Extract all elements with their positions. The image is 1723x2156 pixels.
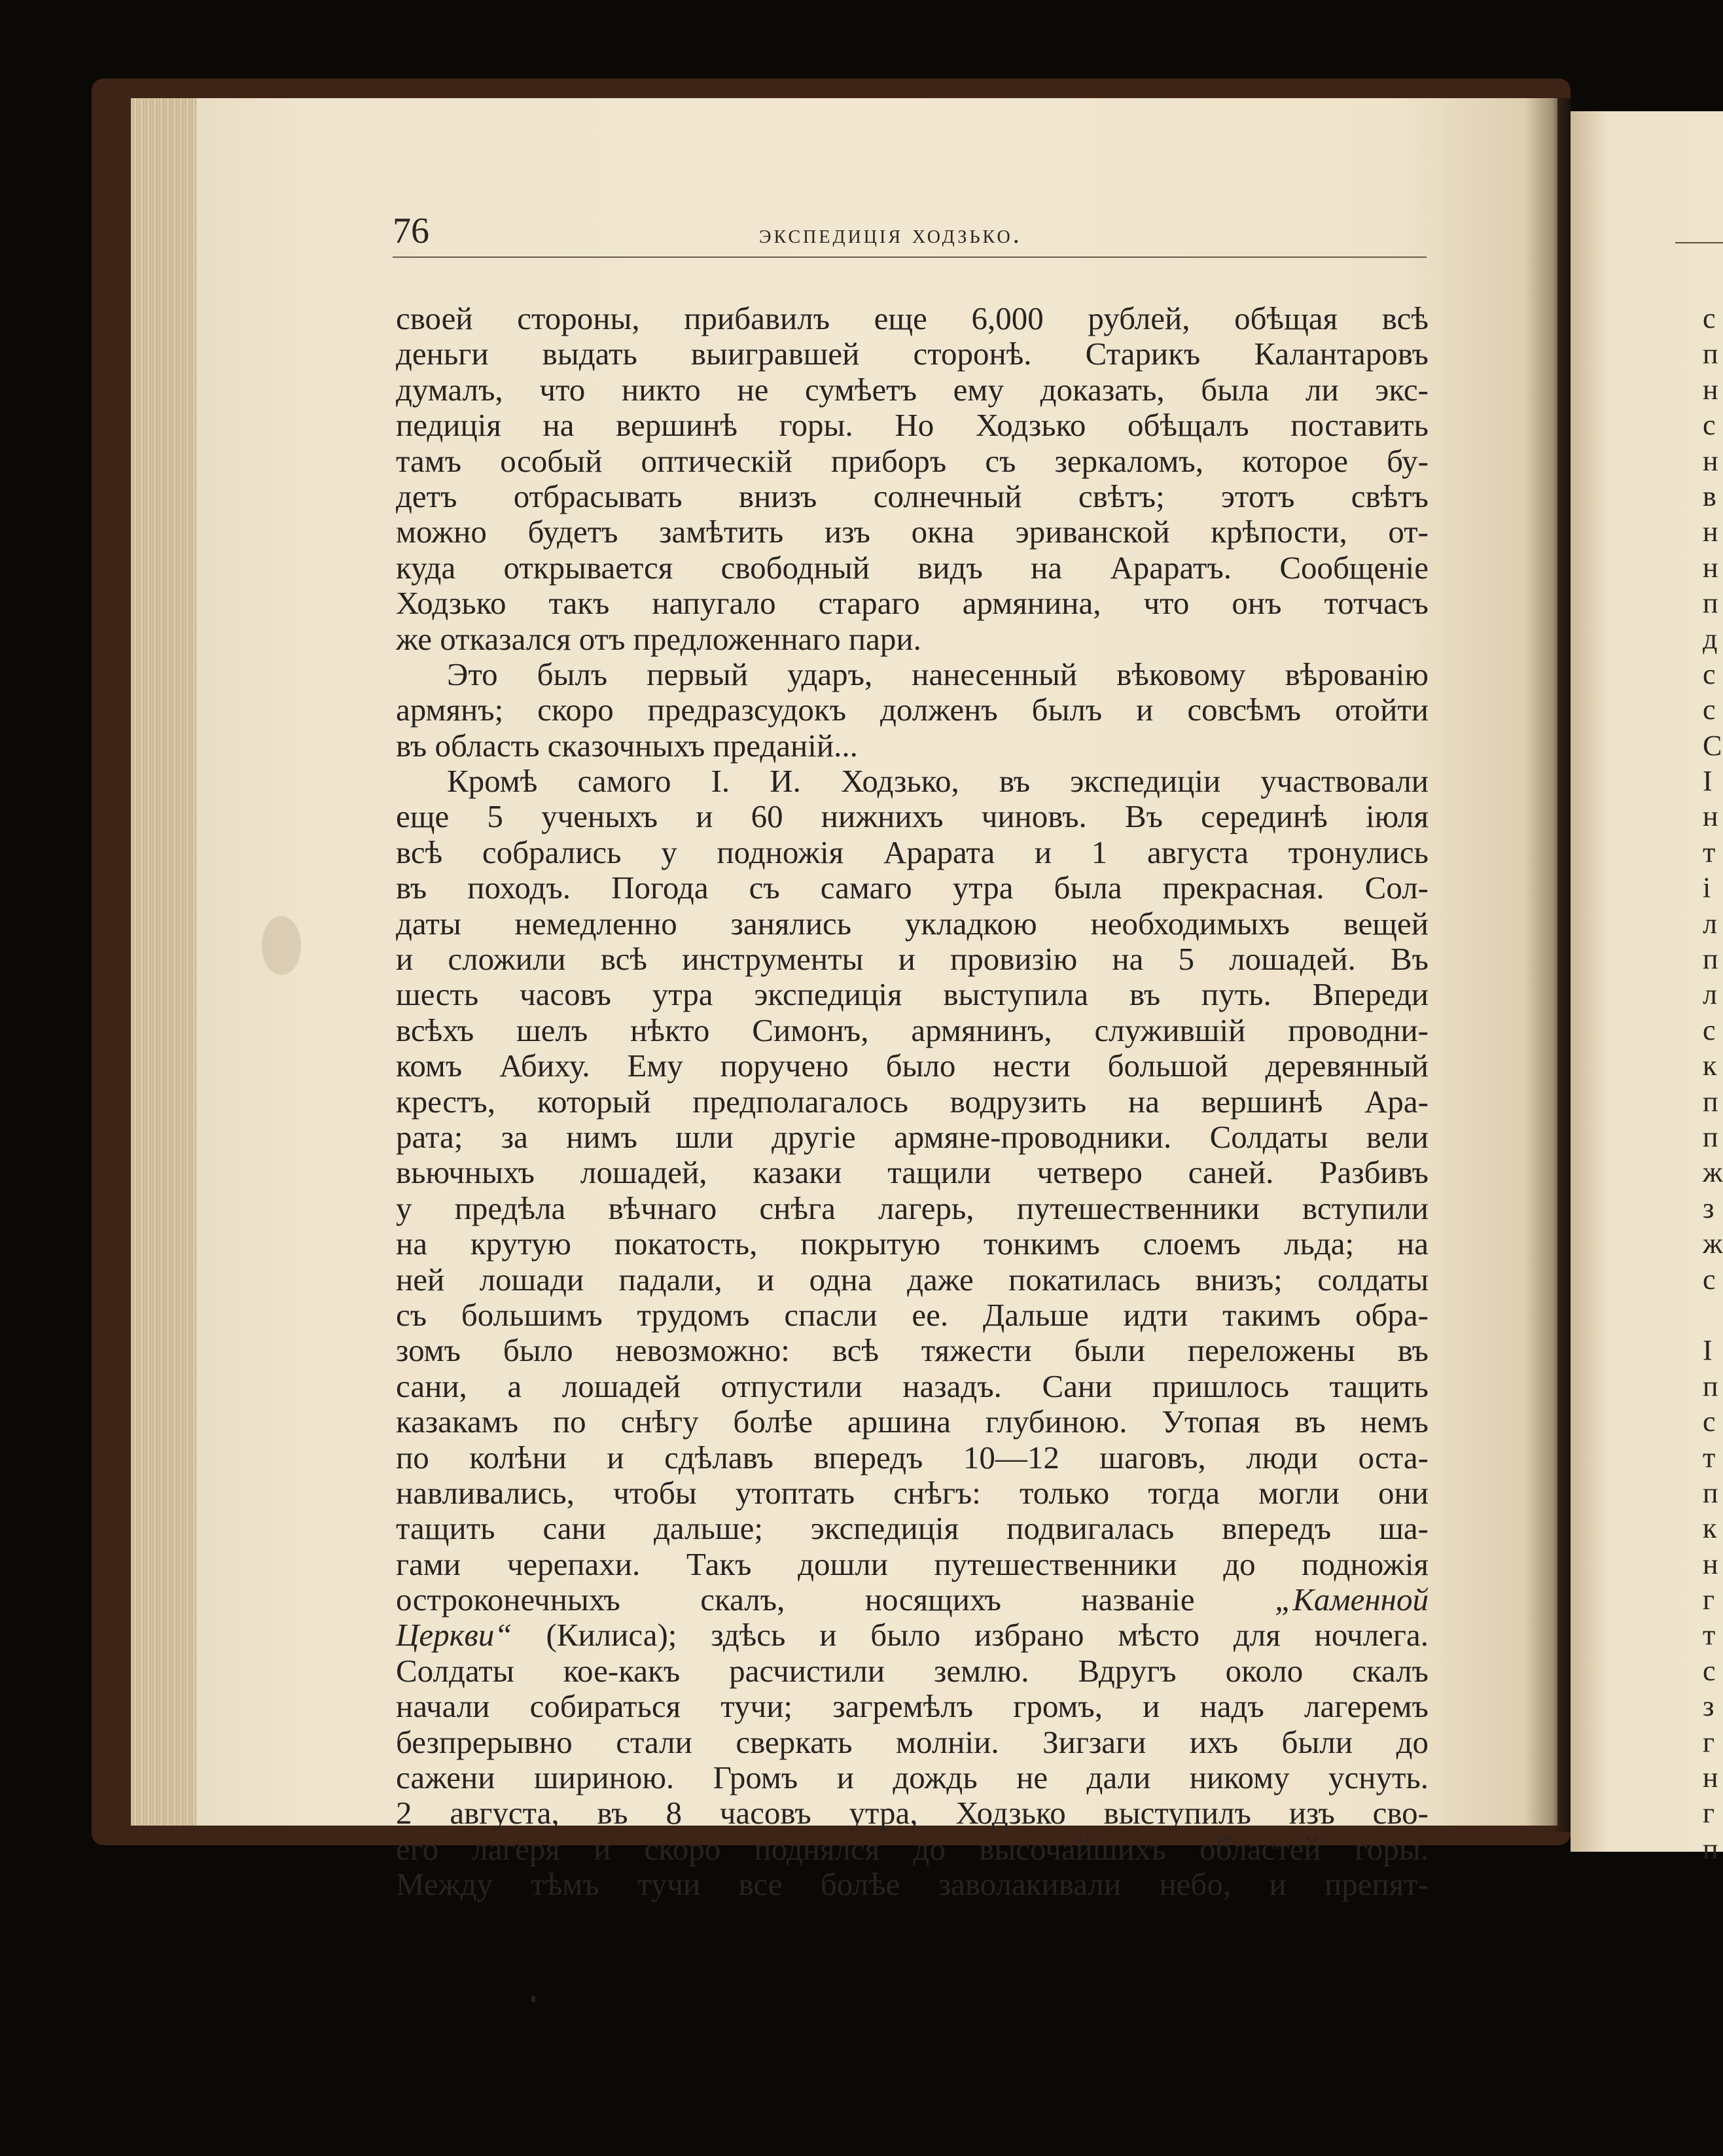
text-line-content: Кромѣ самого I. И. Ходзько, въ экспедиціи участвовали [447,763,1429,800]
text-line [396,657,1429,692]
text-line-content: сажени шириною. Громъ и дождь не дали никому уснуть. [396,1759,1429,1796]
text-line-content: Ходзько такъ напугало стараго армянина, что онъ тотчасъ [396,585,1429,622]
text-line [396,1084,1429,1120]
text-line [396,977,1429,1012]
text-line-content: навливались, чтобы утоптать снѣгъ: только тогда могли они [396,1474,1429,1511]
text-line [396,1582,1429,1617]
text-line [396,336,1429,372]
facing-page-letter: с [1703,1014,1716,1046]
facing-page-letter: п [1703,1120,1718,1153]
text-line-content: и сложили всѣ инструменты и провизію на 5 лошадей. Въ [396,941,1429,978]
text-line [396,1867,1429,1902]
text-line-content: думалъ, что никто не сумѣетъ ему доказать, была ли экс- [396,371,1429,408]
text-line-content: у предѣла вѣчнаго снѣга лагерь, путешественники вступили [396,1190,1429,1226]
facing-page-letter: к [1703,1050,1717,1082]
facing-page-letter: н [1703,1761,1718,1794]
italic-phrase: „Каменной [1275,1582,1429,1618]
text-line [396,1617,1429,1653]
text-line [396,1120,1429,1155]
running-title: экспедиція ходзько. [759,219,1022,249]
facing-page-letter: п [1703,587,1718,620]
page-edges [131,98,203,1826]
facing-page-rule [1675,242,1723,243]
text-line [396,1404,1429,1440]
facing-page-text [1703,301,1722,1903]
text-line [396,1333,1429,1368]
text-line [396,514,1429,550]
text-line-content: безпрерывно стали сверкать молніи. Зигзаги ихъ были до [396,1723,1429,1760]
text-line [396,1725,1429,1760]
text-line-content: вьючныхъ лошадей, казаки тащили четверо саней. Разбивъ [396,1154,1429,1191]
facing-page-letter: С [1703,729,1722,762]
text-line [396,550,1429,586]
text-line-content: начали собираться тучи; загремѣлъ громъ, и надъ лагеремъ [396,1688,1429,1725]
facing-page-letter: г [1703,1797,1715,1829]
text-line [396,372,1429,408]
facing-page-letter: І [1703,765,1713,798]
text-line [396,1013,1429,1048]
text-line [396,1795,1429,1831]
text-line-content: въ походъ. Погода съ самаго утра была прекрасная. Сол- [396,870,1429,906]
text-line-content: казакамъ по снѣгу болѣе аршина глубиною. Утопая въ немъ [396,1404,1429,1440]
text-line-content: армянъ; скоро предразсудокъ долженъ былъ и совсѣмъ отойти [396,692,1429,728]
facing-page-letter: с [1703,1405,1716,1438]
book-gutter [1525,98,1571,1832]
facing-page-letter: з [1703,1690,1714,1723]
text-line [396,301,1429,336]
text-line [396,728,1429,764]
facing-page-letter: п [1703,1370,1718,1402]
text-line-content: педиція на вершинѣ горы. Но Ходзько обѣщалъ поставить [396,407,1429,444]
facing-page-letter: н [1703,800,1718,833]
facing-page-letter: п [1703,943,1718,976]
text-line-content: деньги выдать выигравшей сторонѣ. Старикъ Калантаровъ [396,336,1429,372]
text-line-content: куда открывается свободный видъ на Араратъ. Сообщеніе [396,549,1429,586]
text-line [396,1547,1429,1582]
running-head [393,208,1427,254]
text-line [396,870,1429,906]
facing-page-letter: л [1703,978,1717,1011]
facing-page-letter: с [1703,694,1716,726]
text-line-content: на крутую покатость, покрытую тонкимъ слоемъ льда; на [396,1226,1429,1262]
text-line-content: ней лошади падали, и одна даже покатилась внизъ; солдаты [396,1261,1429,1298]
text-line-content: тащить сани дальше; экспедиція подвигалась впередъ ша- [396,1510,1429,1547]
right-page [1571,111,1723,1852]
facing-page-letter: з [1703,1192,1714,1224]
text-line-content: въ область сказочныхъ преданій... [396,727,858,764]
text-line-content: шесть часовъ утра экспедиція выступила въ путь. Впереди [396,976,1429,1013]
text-line-content: съ большимъ трудомъ спасли ее. Дальше идти такимъ обра- [396,1296,1429,1333]
facing-page-letter: п [1703,338,1718,370]
header-rule [393,256,1427,258]
ink-speck [531,1996,535,2002]
text-line [396,1369,1429,1404]
facing-page-letter: к [1703,1512,1717,1545]
facing-page-letter: п [1703,1832,1718,1865]
text-line [396,942,1429,977]
facing-page-letter: н [1703,1547,1718,1580]
text-line [396,906,1429,942]
text-line-content: рата; за нимъ шли другіе армяне-проводники. Солдаты вели [396,1118,1429,1155]
text-line [396,1476,1429,1511]
text-line-content: крестъ, который предполагалось водрузить на вершинѣ Ара- [396,1083,1429,1120]
text-line [396,1689,1429,1724]
facing-page-letter: л [1703,907,1717,940]
text-line [396,622,1429,657]
text-line-content: можно будетъ замѣтить изъ окна эриванской крѣпости, от- [396,514,1429,550]
facing-page-letter: н [1703,373,1718,406]
facing-page-letter [1703,1298,1722,1333]
text-line [396,692,1429,728]
text-line [396,1298,1429,1333]
text-line-content: тамъ особый оптическій приборъ съ зеркаломъ, которое бу- [396,442,1429,479]
facing-page-letter: н [1703,516,1718,548]
text-line-content: (Килиса); здѣсь и было избрано мѣсто для ночлега. [546,1617,1429,1653]
text-line-content: по колѣни и сдѣлавъ впередъ 10—12 шаговъ, люди оста- [396,1439,1429,1476]
text-line [396,799,1429,834]
text-line-content: Это былъ первый ударъ, нанесенный вѣковому вѣрованію [447,656,1429,692]
text-line [396,408,1429,443]
text-line [396,835,1429,870]
text-line-content: Между тѣмъ тучи все болѣе заволакивали небо, и препят- [396,1866,1429,1903]
text-line [396,1440,1429,1476]
facing-page-letter: г [1703,1583,1715,1616]
text-line-content: всѣхъ шелъ нѣкто Симонъ, армянинъ, служившій проводни- [396,1012,1429,1048]
facing-page-letter: т [1703,1619,1716,1652]
text-line [396,764,1429,799]
text-line [396,479,1429,514]
page-number: 76 [393,211,429,251]
text-line-content: даты немедленно занялись укладкою необходимыхъ вещей [396,905,1429,942]
facing-page-letter: д [1703,622,1718,655]
facing-page-letter: п [1703,1476,1718,1509]
text-line-content: гами черепахи. Такъ дошли путешественники до подножія [396,1546,1429,1582]
facing-page-letter: с [1703,302,1716,334]
text-line-content: своей стороны, прибавилъ еще 6,000 рублей, обѣщая всѣ [396,300,1429,336]
text-line-content: еще 5 ученыхъ и 60 нижнихъ чиновъ. Въ серединѣ іюля [396,798,1429,835]
facing-page-letter: с [1703,658,1716,690]
facing-page-letter: ж [1703,1228,1723,1260]
text-line [396,1653,1429,1689]
text-line-content: детъ отбрасывать внизъ солнечный свѣтъ; этотъ свѣтъ [396,478,1429,514]
facing-page-letter: і [1703,872,1711,904]
facing-page-letter: н [1703,551,1718,584]
facing-page-letter: г [1703,1725,1715,1758]
facing-page-letter: с [1703,1263,1716,1296]
text-line [396,1191,1429,1226]
text-line [396,1155,1429,1190]
italic-phrase: Церкви“ [396,1617,546,1653]
text-line [396,1226,1429,1262]
text-line [396,1262,1429,1298]
facing-page-letter: н [1703,444,1718,477]
facing-page-letter [1703,1867,1722,1902]
text-line [396,586,1429,621]
body-text [396,301,1429,1903]
facing-page-letter: в [1703,480,1716,512]
text-line-content: 2 августа, въ 8 часовъ утра, Ходзько выступилъ изъ сво- [396,1795,1429,1831]
facing-page-letter: с [1703,409,1716,442]
facing-page-letter: с [1703,1654,1716,1687]
text-line-content: комъ Абиху. Ему поручено было нести большой деревянный [396,1048,1429,1084]
facing-page-letter: ж [1703,1156,1723,1189]
facing-page-letter: І [1703,1334,1713,1367]
facing-page-letter: т [1703,836,1716,868]
text-line-content: его лагеря и скоро поднялся до высочайшихъ областей горы. [396,1830,1429,1867]
text-line-content: всѣ собрались у подножія Арарата и 1 августа тронулись [396,834,1429,870]
facing-page-letter: п [1703,1085,1718,1118]
paper-stain [262,916,301,975]
text-line-content: зомъ было невозможно: всѣ тяжести были переложены въ [396,1332,1429,1369]
text-line [396,1048,1429,1084]
text-line [396,1511,1429,1546]
facing-page-letter: т [1703,1441,1716,1474]
text-line-content: Солдаты кое-какъ расчистили землю. Вдругъ около скалъ [396,1652,1429,1689]
text-line [396,444,1429,479]
text-line [396,1760,1429,1795]
text-line [396,1831,1429,1867]
text-line-content: сани, а лошадей отпустили назадъ. Сани пришлось тащить [396,1368,1429,1404]
text-line-content: же отказался отъ предложеннаго пари. [396,620,921,657]
text-line-content: остроконечныхъ скалъ, носящихъ названіе [396,1582,1275,1618]
